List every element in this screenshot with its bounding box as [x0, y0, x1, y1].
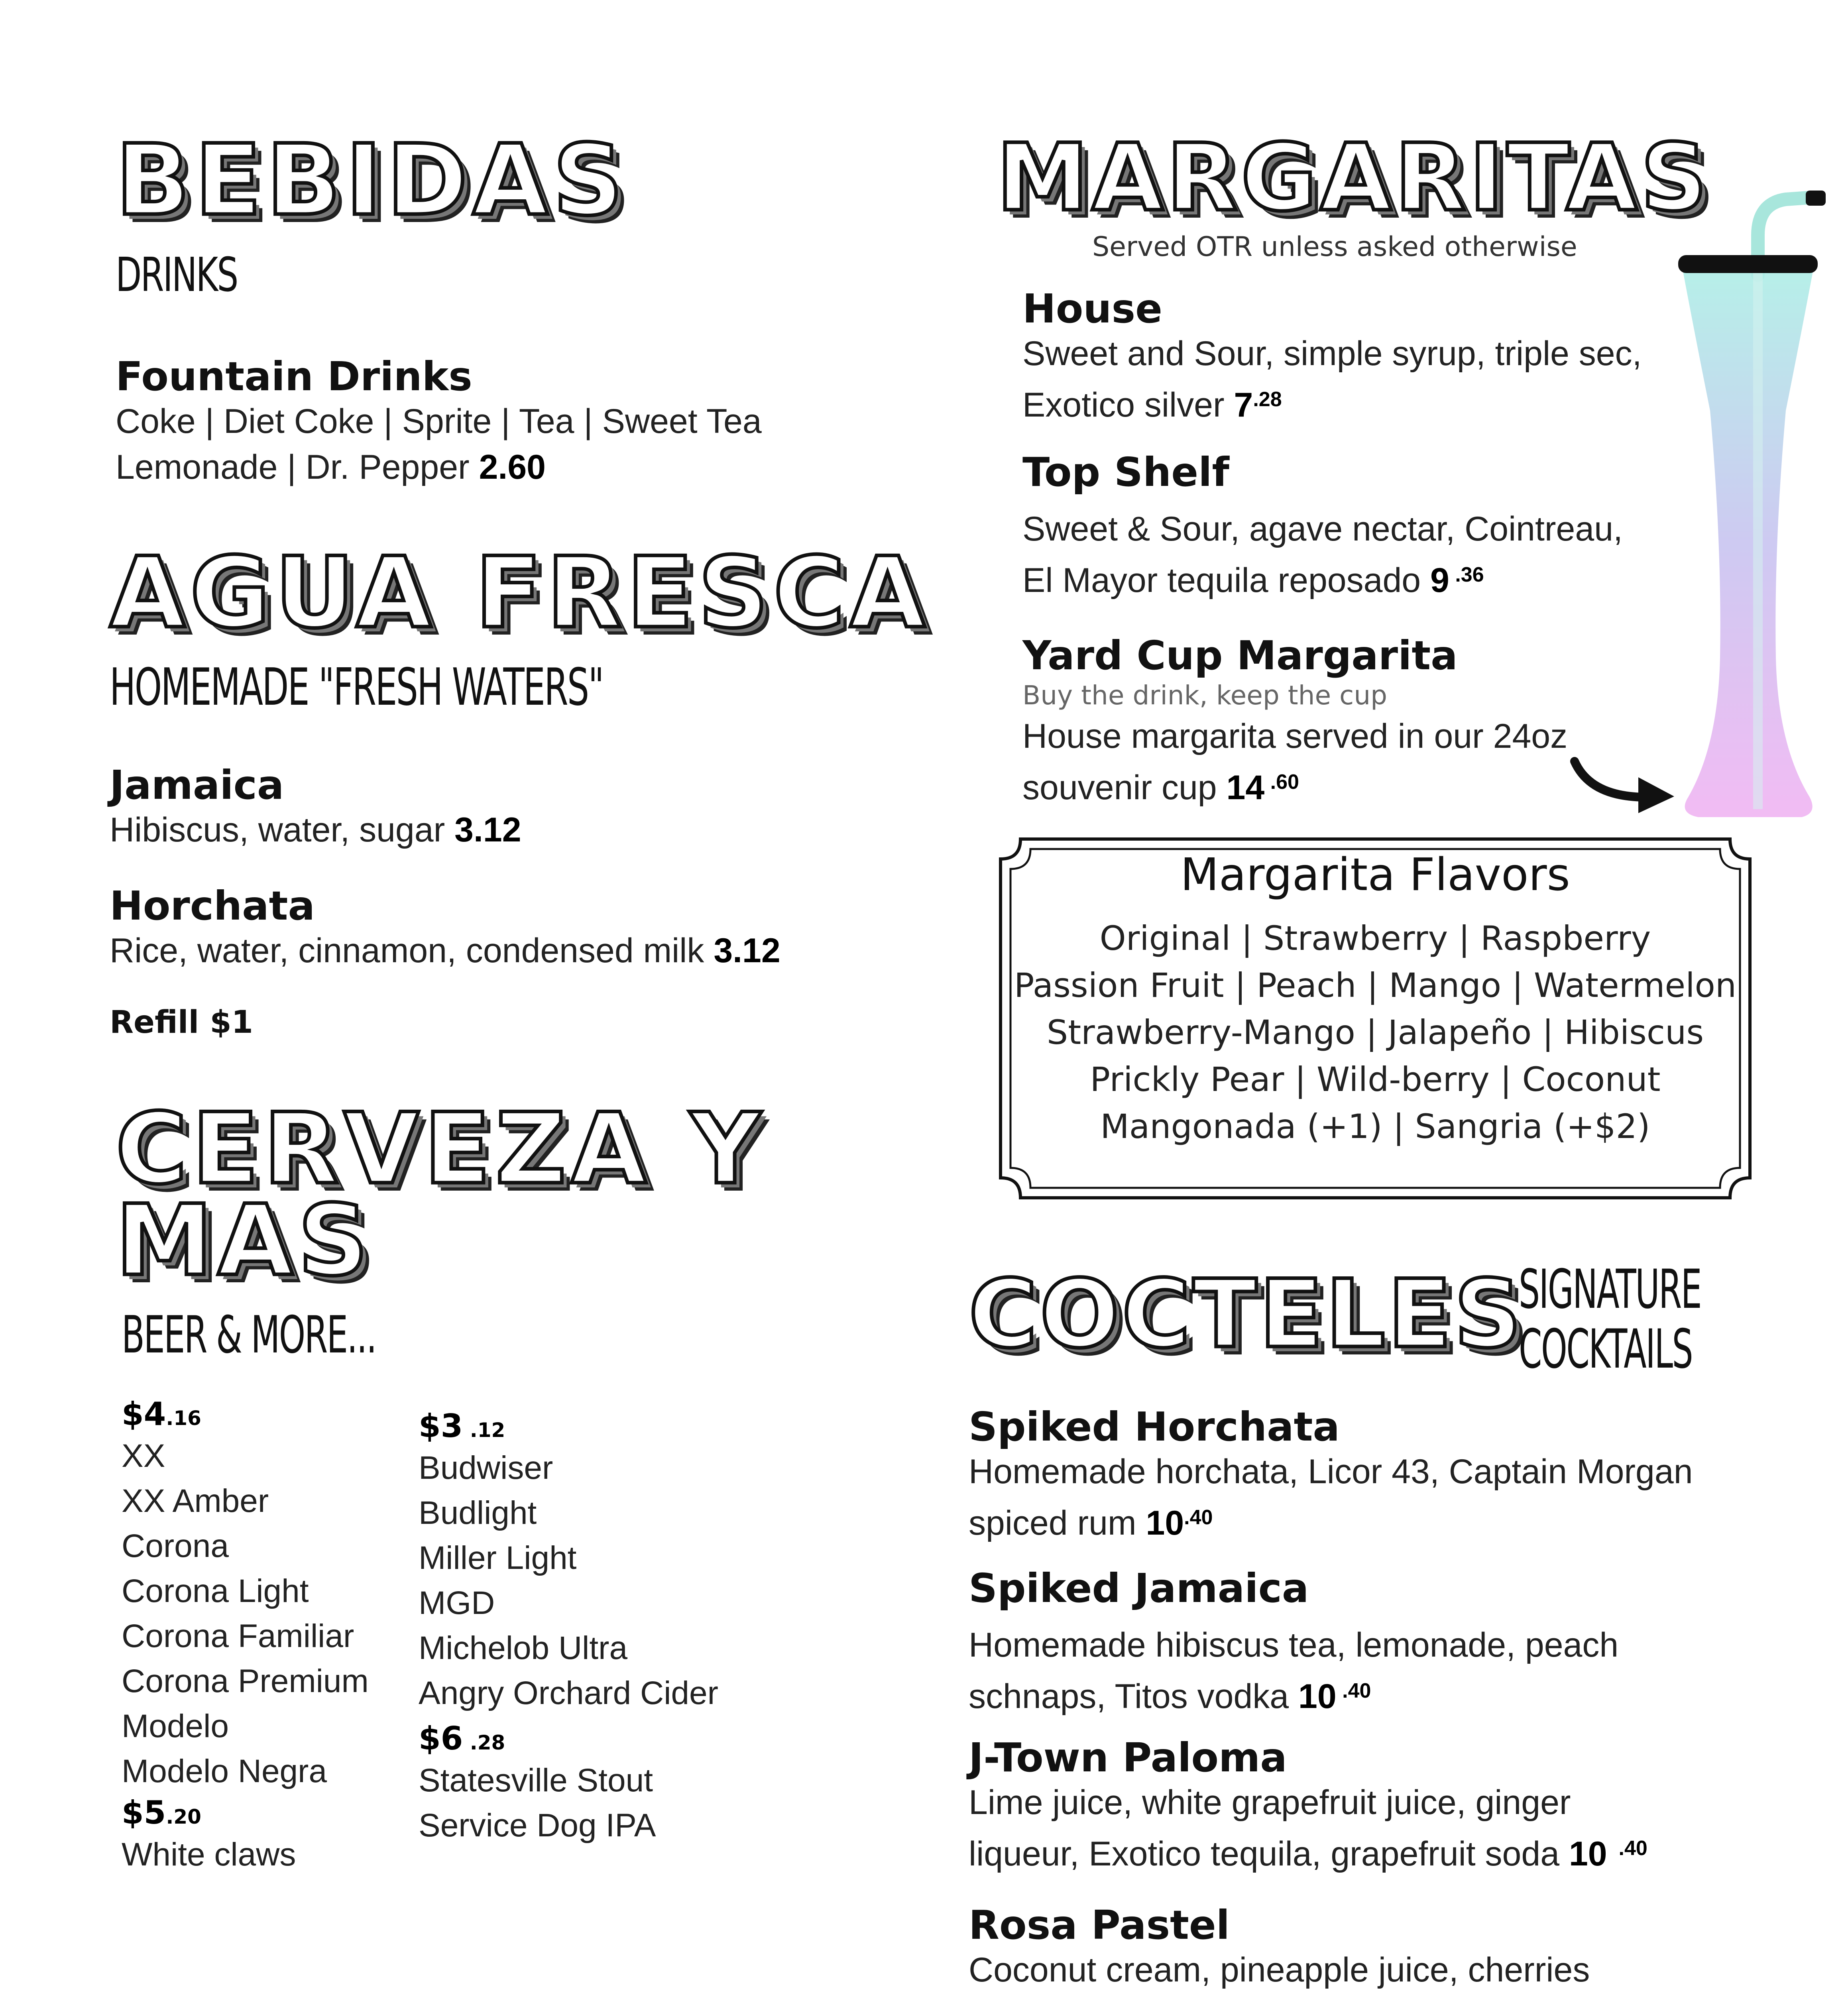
item-desc-text: liqueur, Exotico tequila, grapefruit soda: [969, 1835, 1560, 1873]
beer-price-heading: [419, 1407, 777, 1445]
beer-list-item: MGD: [419, 1585, 495, 1621]
item-desc-line: Lime juice, white grapefruit juice, ginger: [969, 1783, 1571, 1822]
item-desc-line: [969, 1826, 1647, 1877]
item-desc-line: Sweet and Sour, simple syrup, triple sec,: [1022, 334, 1642, 373]
item-name: House: [1022, 285, 1162, 332]
flavor-line: Original | Strawberry | Raspberry: [1099, 919, 1651, 958]
item-desc-line: [110, 807, 521, 853]
item-price: 3.12: [454, 811, 521, 849]
bebidas-heading: BEBIDAS: [116, 124, 628, 237]
agua-fresca-heading: AGUA FRESCA: [110, 536, 930, 650]
flavor-line: Strawberry-Mango | Jalapeño | Hibiscus: [1046, 1013, 1704, 1052]
item-desc-line: [116, 444, 762, 490]
horchata-item: [110, 884, 780, 974]
curved-arrow-icon: [1567, 753, 1686, 825]
rosa-pastel-item: [969, 1903, 1590, 1993]
item-price-cents: .36: [1449, 563, 1484, 586]
flavor-line: Passion Fruit | Peach | Mango | Watermelon: [1014, 966, 1737, 1005]
beer-list-item: Angry Orchard Cider: [419, 1675, 718, 1711]
beer-list-item: XX: [122, 1438, 165, 1474]
item-desc-line: [1022, 377, 1642, 428]
item-desc-line: Coke | Diet Coke | Sprite | Tea | Sweet Tea: [116, 402, 762, 440]
item-desc-text: schnaps, Titos vodka: [969, 1677, 1289, 1716]
item-desc-text: El Mayor tequila reposado: [1022, 561, 1421, 599]
item-price-main: 14: [1226, 769, 1265, 807]
item-price-cents: .40: [1184, 1506, 1213, 1529]
item-desc-line: Sweet & Sour, agave nectar, Cointreau,: [1022, 510, 1623, 548]
item-name: Fountain Drinks: [116, 353, 472, 400]
price-cents: .16: [166, 1407, 201, 1430]
cocteles-heading: COCTELES: [969, 1260, 1524, 1369]
beer-list-item: White claws: [122, 1836, 296, 1873]
house-margarita-item: [1022, 287, 1642, 428]
yard-cup-margarita-item: [1022, 634, 1567, 811]
beer-list-item: Michelob Ultra: [419, 1630, 628, 1666]
item-price-cents: .28: [1253, 388, 1282, 411]
item-name: Rosa Pastel: [969, 1902, 1230, 1948]
price-main: $3: [419, 1407, 463, 1445]
flavors-title: Margarita Flavors: [1180, 849, 1570, 901]
beer-column-2: [419, 1407, 777, 1848]
beer-column-1: [122, 1395, 393, 1877]
cocteles-subtitle: [1519, 1260, 1701, 1379]
spiked-horchata-item: [969, 1405, 1693, 1546]
item-name: J-Town Paloma: [969, 1734, 1287, 1781]
beer-list-item: Modelo: [122, 1708, 229, 1744]
fountain-drinks-item: [116, 355, 762, 490]
price-main: $5: [122, 1794, 166, 1831]
item-name: Horchata: [110, 883, 315, 929]
cerveza-heading-line1: CERVEZA Y: [116, 1092, 766, 1206]
spiked-jamaica-item: [969, 1566, 1618, 1720]
beer-list-item: Statesville Stout: [419, 1762, 653, 1798]
item-desc-text: Hibiscus, water, sugar: [110, 811, 445, 849]
beer-price-heading: [419, 1720, 777, 1758]
item-name: Spiked Horchata: [969, 1403, 1340, 1450]
item-tagline: Buy the drink, keep the cup: [1022, 680, 1388, 711]
item-desc-text: Rice, water, cinnamon, condensed milk: [110, 932, 704, 970]
item-price-main: 7: [1234, 386, 1253, 424]
refill-note: Refill $1: [110, 1004, 253, 1040]
beer-price-heading: [122, 1794, 393, 1832]
item-desc-text: Lemonade | Dr. Pepper: [116, 448, 470, 486]
item-price-cents: .40: [1607, 1837, 1647, 1860]
item-name: Spiked Jamaica: [969, 1565, 1309, 1612]
beer-list-item: XX Amber: [122, 1483, 269, 1519]
item-price: 2.60: [479, 448, 546, 486]
margarita-flavors-box: [993, 845, 1758, 1150]
j-town-paloma-item: [969, 1736, 1647, 1877]
item-desc-line: Coconut cream, pineapple juice, cherries: [969, 1951, 1590, 1989]
top-shelf-margarita-item: [1022, 450, 1623, 603]
price-main: $6: [419, 1720, 463, 1757]
item-price-main: 10: [1569, 1835, 1607, 1873]
item-name: Top Shelf: [1022, 449, 1229, 495]
beer-list-item: Budlight: [419, 1495, 537, 1531]
item-price-main: 9: [1430, 561, 1449, 599]
price-main: $4: [122, 1395, 166, 1433]
item-price-cents: .60: [1264, 770, 1299, 794]
subtitle-line: COCKTAILS: [1519, 1318, 1693, 1380]
margaritas-heading: MARGARITAS: [997, 124, 1710, 232]
item-desc-line: Homemade hibiscus tea, lemonade, peach: [969, 1626, 1619, 1664]
beer-list-item: Corona: [122, 1528, 229, 1564]
beer-list-item: Corona Premium: [122, 1663, 369, 1699]
beer-list-item: Corona Familiar: [122, 1618, 354, 1654]
item-desc-line: [1022, 759, 1567, 811]
bebidas-subtitle: DRINKS: [116, 247, 238, 302]
beer-list-item: Corona Light: [122, 1573, 309, 1609]
cerveza-heading-line2: MAS: [116, 1184, 373, 1297]
item-desc-line: Homemade horchata, Licor 43, Captain Morgan: [969, 1452, 1693, 1491]
beer-list-item: Miller Light: [419, 1540, 577, 1576]
beer-list-item: Budwiser: [419, 1450, 553, 1486]
flavor-line: Mangonada (+1) | Sangria (+$2): [1100, 1107, 1650, 1146]
margaritas-note: Served OTR unless asked otherwise: [1092, 231, 1577, 263]
item-price-cents: .40: [1336, 1679, 1371, 1702]
item-desc-line: [969, 1495, 1693, 1546]
flavor-line: Prickly Pear | Wild-berry | Coconut: [1090, 1060, 1661, 1099]
beer-list-item: Modelo Negra: [122, 1753, 327, 1789]
yard-cup-image: [1666, 187, 1834, 841]
item-desc-text: Exotico silver: [1022, 386, 1225, 424]
beer-list-item: Service Dog IPA: [419, 1807, 656, 1844]
item-price-main: 10: [1146, 1504, 1184, 1542]
item-desc-text: souvenir cup: [1022, 769, 1217, 807]
price-cents: .20: [166, 1805, 201, 1828]
item-desc-text: spiced rum: [969, 1504, 1136, 1542]
beer-price-heading: [122, 1395, 393, 1433]
agua-fresca-subtitle: HOMEMADE "FRESH WATERS": [110, 658, 603, 717]
item-name: Yard Cup Margarita: [1022, 632, 1458, 679]
cerveza-subtitle: BEER & MORE...: [122, 1305, 376, 1365]
item-desc-line: [969, 1668, 1618, 1720]
item-desc-line: [110, 928, 780, 974]
price-cents: .12: [463, 1419, 505, 1442]
item-name: Jamaica: [110, 762, 284, 808]
item-desc-line: House margarita served in our 24oz: [1022, 717, 1568, 755]
subtitle-line: SIGNATURE: [1519, 1258, 1701, 1321]
jamaica-item: [110, 763, 521, 853]
price-cents: .28: [463, 1731, 505, 1754]
item-desc-line: [1022, 552, 1623, 603]
item-price: 3.12: [714, 932, 780, 970]
item-price-main: 10: [1298, 1677, 1337, 1716]
